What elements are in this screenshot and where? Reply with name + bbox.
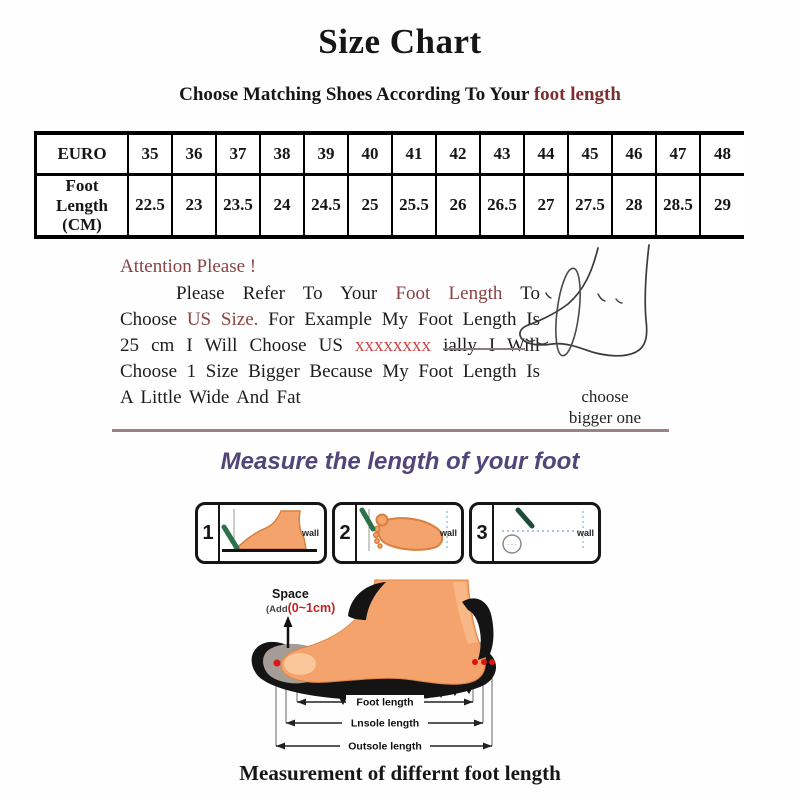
size-cell: 42: [436, 133, 480, 175]
foot-length-label: Foot length: [356, 696, 414, 709]
foot-side-view: [236, 511, 306, 549]
attention-text-segment: Please Refer To Your: [176, 283, 396, 304]
size-cell: 48: [700, 133, 744, 175]
table-row-euro: [36, 133, 745, 175]
big-toe: [377, 515, 388, 526]
measuring-loop: [552, 267, 585, 357]
shoe-measurement-diagram: [228, 574, 580, 760]
space-add-value: (0~1cm): [287, 601, 336, 615]
size-cell: 23.5: [216, 175, 260, 237]
wall-label: wall: [301, 528, 319, 538]
size-cell: 40: [348, 133, 392, 175]
attention-text-segment: For Example My Foot Length Is 25 cm I Will Choose US: [120, 309, 541, 356]
footer-caption: Measurement of differnt foot length: [239, 761, 561, 785]
step1-diagram: [220, 505, 321, 555]
choose-note-line1: choose: [581, 387, 629, 406]
size-cell: 28: [612, 175, 656, 237]
foot-sketch-illustration: [440, 242, 800, 367]
space-add-label: [266, 601, 335, 615]
size-cell: 28.5: [656, 175, 700, 237]
row-header-euro: EURO: [36, 133, 129, 175]
toe: [375, 539, 379, 543]
measurement-steps: [195, 502, 601, 564]
step-3-graphic: [494, 505, 598, 561]
attention-heading: Attention Please !: [120, 256, 257, 277]
size-cell: 24: [260, 175, 304, 237]
size-cell: 26: [436, 175, 480, 237]
page-title: Size Chart: [318, 22, 482, 61]
outsole-length-label: Outsole length: [348, 740, 422, 753]
size-cell: 45: [568, 133, 612, 175]
size-cell: 25: [348, 175, 392, 237]
size-cell: 46: [612, 133, 656, 175]
subtitle-highlight: foot length: [533, 84, 621, 105]
size-cell: 35: [128, 133, 172, 175]
step3-diagram: [494, 505, 595, 555]
attention-text-segment: US Size.: [186, 309, 259, 330]
size-cell: 27.5: [568, 175, 612, 237]
section-divider: [112, 429, 669, 432]
row-header-footlength: Foot Length (CM): [36, 175, 129, 237]
size-cell: 36: [172, 133, 216, 175]
size-cell: 22.5: [128, 175, 172, 237]
step-number: 3: [472, 505, 494, 561]
size-cell: 29: [700, 175, 744, 237]
insole-length-label: Lnsole length: [350, 717, 420, 730]
step-2-graphic: [357, 505, 461, 561]
step-panel-2: [332, 502, 464, 564]
footprint-top-view: [378, 518, 442, 550]
size-cell: 24.5: [304, 175, 348, 237]
subtitle-text: Choose Matching Shoes According To Your: [179, 84, 534, 105]
wall-label: wall: [439, 528, 457, 538]
size-cell: 37: [216, 133, 260, 175]
step-1-graphic: [220, 505, 324, 561]
size-cell: 44: [524, 133, 568, 175]
circle-text: - - -: [507, 542, 517, 549]
step-panel-1: [195, 502, 327, 564]
attention-text-segment: Foot Length: [395, 283, 503, 304]
toe: [374, 533, 379, 538]
step-number: 2: [335, 505, 357, 561]
step-panel-3: [469, 502, 601, 564]
size-cell: 27: [524, 175, 568, 237]
attention-text-segment: ially I Will Choose 1 Size Bigger Because My Foot Length Is A Little Wide And Fat: [120, 335, 540, 408]
attention-text-segment: To Choose: [120, 283, 540, 330]
size-cell: 26.5: [480, 175, 524, 237]
toe: [378, 544, 382, 548]
size-cell: 23: [172, 175, 216, 237]
marker-pen-icon: [362, 510, 373, 529]
choose-note-line2: bigger one: [568, 408, 642, 427]
marker-pen-icon: [518, 510, 532, 526]
size-cell: 43: [480, 133, 524, 175]
marker-pen-icon: [224, 527, 237, 548]
size-cell: 39: [304, 133, 348, 175]
space-label: Space: [272, 587, 309, 601]
foot-outline: [520, 245, 649, 356]
step-number: 1: [198, 505, 220, 561]
step2-diagram: [357, 505, 458, 555]
toe-highlight: [284, 653, 316, 675]
ankle-marks: [546, 293, 622, 303]
size-table: [34, 131, 744, 239]
choose-bigger-note: [543, 386, 667, 428]
measure-heading: Measure the length of your foot: [220, 448, 580, 475]
space-arrowhead: [284, 616, 293, 627]
table-row-footlength: [36, 175, 745, 237]
attention-text-segment: xxxxxxxx: [354, 335, 431, 356]
subtitle: [0, 84, 800, 106]
space-add-prefix: (Add: [266, 604, 288, 615]
wall-label: wall: [576, 528, 594, 538]
size-cell: 25.5: [392, 175, 436, 237]
size-cell: 38: [260, 133, 304, 175]
size-cell: 47: [656, 133, 700, 175]
size-cell: 41: [392, 133, 436, 175]
